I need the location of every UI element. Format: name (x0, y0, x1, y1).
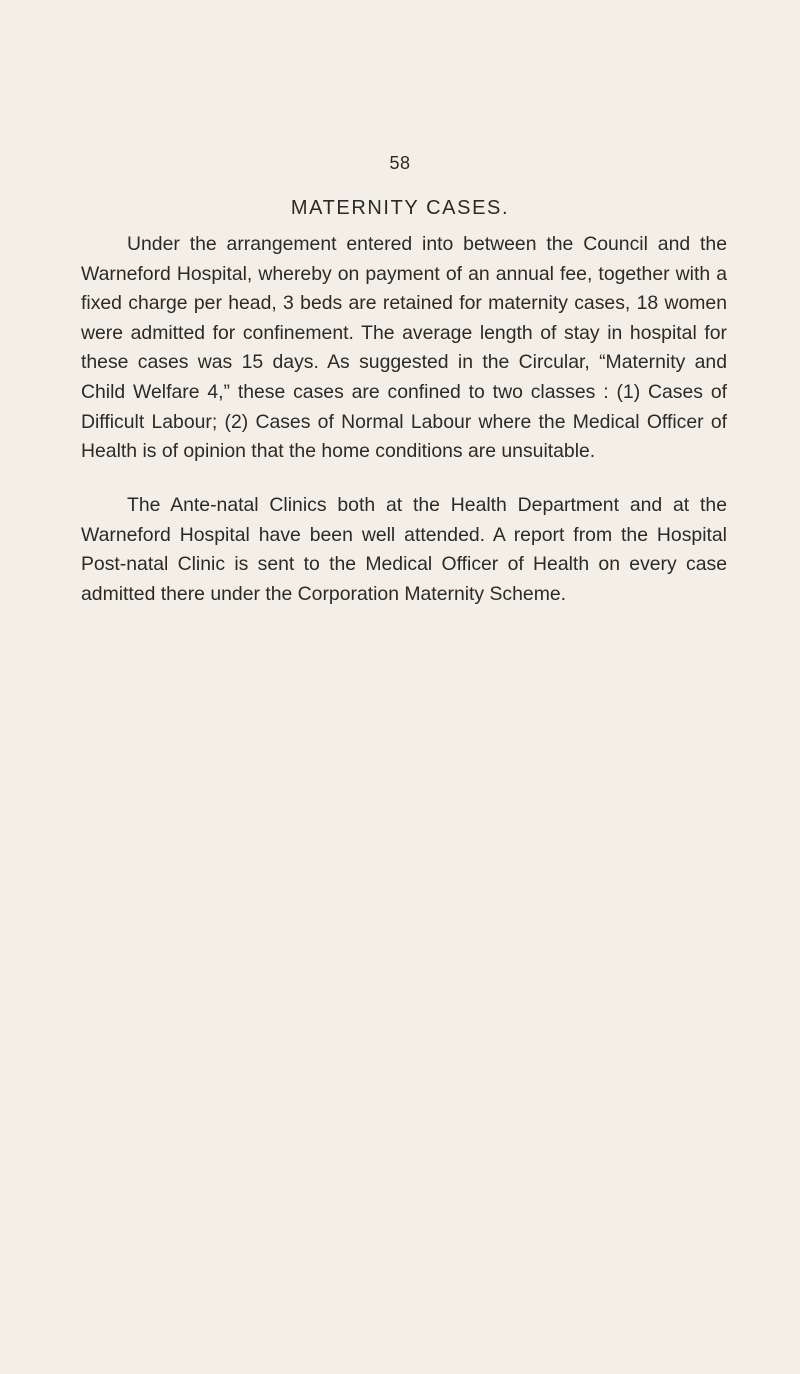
page-number: 58 (389, 153, 411, 173)
section-title: MATERNITY CASES. (290, 197, 510, 219)
paragraph-maternity-arrangement: Under the arrangement entered into between the Council and the Warneford Hospital, whereby on payment of an annual fee, together with a fixed charge per head, 3 beds are retained for maternity cases, 18 women were admitted for confinement. The average length of stay in hospital for these cases was 15 days. As suggested in the Circular, “Maternity and Child Welfare 4,” these cases are confined to two classes : (1) Cases of Difficult Labour; (2) Cases of Normal Labour where the Medical Officer of Health is of opinion that the home conditions are unsuitable. (81, 233, 727, 463)
paragraph-clinics: The Ante-natal Clinics both at the Health Department and at the Warneford Hospital have been well attended. A report from the Hospital Post-natal Clinic is sent to the Medical Officer of Health on every case admitted there under the Corporation Maternity Scheme. (81, 494, 727, 605)
